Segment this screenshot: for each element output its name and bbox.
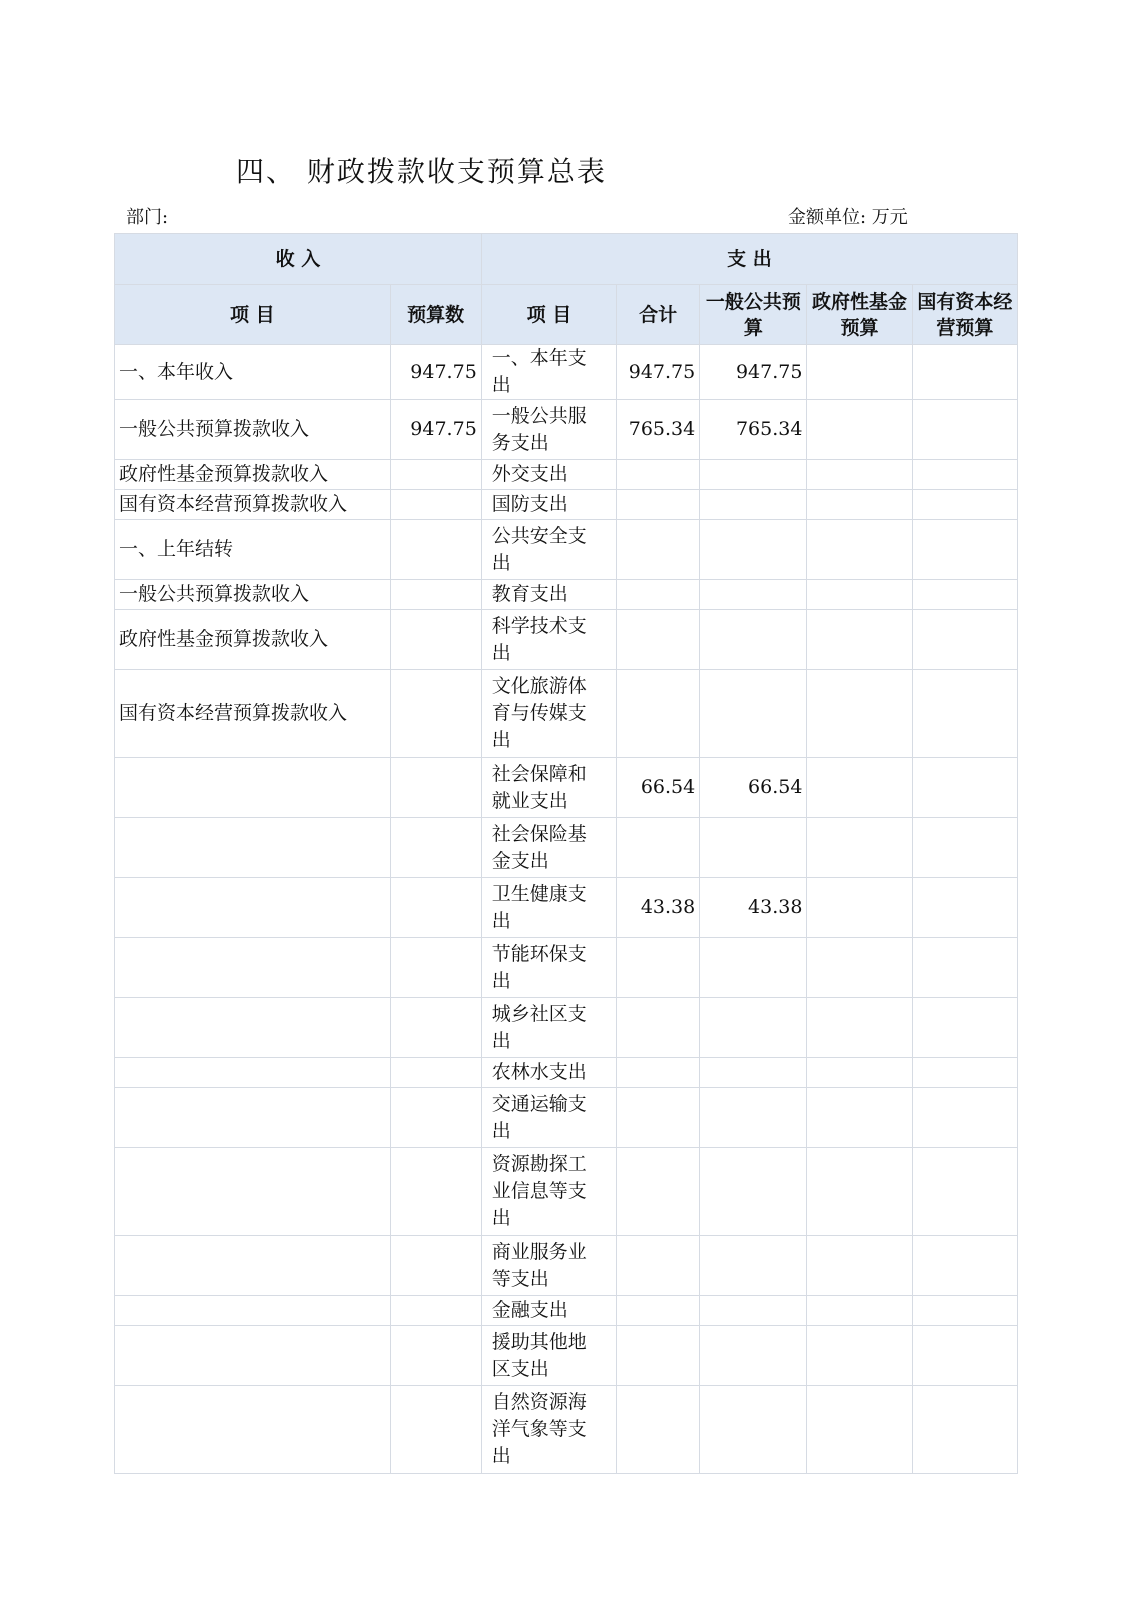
general-public-cell: 765.34 — [700, 400, 807, 460]
expense-item-cell: 科学技术支出 — [481, 610, 616, 670]
gov-fund-cell — [807, 1236, 912, 1296]
income-item-cell — [115, 818, 391, 878]
income-item-cell: 政府性基金预算拨款收入 — [115, 460, 391, 490]
income-amount-cell — [390, 1058, 481, 1088]
table-row — [115, 520, 1018, 580]
expense-item-cell: 国防支出 — [481, 490, 616, 520]
gov-fund-budget-header: 政府性基金预算 — [807, 285, 912, 345]
income-item-cell — [115, 938, 391, 998]
general-public-cell — [700, 1088, 807, 1148]
table-row — [115, 938, 1018, 998]
gov-fund-cell — [807, 1296, 912, 1326]
state-capital-cell — [912, 610, 1017, 670]
total-cell — [617, 1386, 700, 1474]
expense-item-cell: 自然资源海洋气象等支出 — [481, 1386, 616, 1474]
income-amount-cell — [390, 580, 481, 610]
table-row — [115, 1326, 1018, 1386]
department-label: 部门: — [126, 207, 169, 228]
table-row — [115, 1088, 1018, 1148]
income-item-cell — [115, 1296, 391, 1326]
gov-fund-cell — [807, 345, 912, 400]
expense-item-cell: 援助其他地区支出 — [481, 1326, 616, 1386]
income-item-cell: 一般公共预算拨款收入 — [115, 580, 391, 610]
total-cell — [617, 998, 700, 1058]
income-amount-cell — [390, 1236, 481, 1296]
table-row — [115, 1148, 1018, 1236]
income-amount-cell — [390, 520, 481, 580]
expense-item-cell: 农林水支出 — [481, 1058, 616, 1088]
general-public-cell — [700, 460, 807, 490]
total-cell — [617, 1236, 700, 1296]
gov-fund-cell — [807, 520, 912, 580]
general-public-budget-header: 一般公共预算 — [700, 285, 807, 345]
expense-item-cell: 城乡社区支出 — [481, 998, 616, 1058]
total-cell — [617, 1296, 700, 1326]
expense-item-cell: 卫生健康支出 — [481, 878, 616, 938]
general-public-cell — [700, 938, 807, 998]
table-row — [115, 878, 1018, 938]
state-capital-cell — [912, 520, 1017, 580]
income-item-cell: 国有资本经营预算拨款收入 — [115, 670, 391, 758]
income-item-cell — [115, 998, 391, 1058]
income-amount-cell — [390, 758, 481, 818]
income-item-header: 项 目 — [115, 285, 391, 345]
general-public-cell — [700, 580, 807, 610]
state-capital-cell — [912, 490, 1017, 520]
table-row — [115, 1236, 1018, 1296]
income-amount-cell — [390, 1296, 481, 1326]
total-cell — [617, 938, 700, 998]
state-capital-cell — [912, 400, 1017, 460]
expense-item-cell: 节能环保支出 — [481, 938, 616, 998]
gov-fund-cell — [807, 878, 912, 938]
expense-item-cell: 公共安全支出 — [481, 520, 616, 580]
table-row — [115, 758, 1018, 818]
income-amount-cell: 947.75 — [390, 345, 481, 400]
income-amount-cell — [390, 938, 481, 998]
table-row — [115, 490, 1018, 520]
table-row — [115, 610, 1018, 670]
state-capital-budget-header: 国有资本经营预算 — [912, 285, 1017, 345]
gov-fund-cell — [807, 610, 912, 670]
gov-fund-cell — [807, 1386, 912, 1474]
income-item-cell — [115, 878, 391, 938]
gov-fund-cell — [807, 998, 912, 1058]
income-amount-cell — [390, 998, 481, 1058]
total-cell — [617, 1058, 700, 1088]
expense-item-header: 项 目 — [481, 285, 616, 345]
general-public-cell — [700, 1236, 807, 1296]
income-group-header: 收 入 — [115, 234, 482, 285]
income-amount-cell — [390, 610, 481, 670]
total-cell — [617, 460, 700, 490]
state-capital-cell — [912, 670, 1017, 758]
general-public-cell — [700, 1326, 807, 1386]
table-row — [115, 1386, 1018, 1474]
expense-item-cell: 金融支出 — [481, 1296, 616, 1326]
expense-item-cell: 商业服务业等支出 — [481, 1236, 616, 1296]
general-public-cell — [700, 520, 807, 580]
table-row — [115, 460, 1018, 490]
unit-label: 金额单位: 万元 — [788, 207, 908, 228]
table-row — [115, 998, 1018, 1058]
total-cell — [617, 490, 700, 520]
total-cell: 43.38 — [617, 878, 700, 938]
income-item-cell: 一、上年结转 — [115, 520, 391, 580]
general-public-cell — [700, 610, 807, 670]
gov-fund-cell — [807, 1148, 912, 1236]
state-capital-cell — [912, 998, 1017, 1058]
gov-fund-cell — [807, 818, 912, 878]
state-capital-cell — [912, 1088, 1017, 1148]
expense-item-cell: 社会保险基金支出 — [481, 818, 616, 878]
income-budget-header: 预算数 — [390, 285, 481, 345]
total-cell — [617, 610, 700, 670]
general-public-cell — [700, 490, 807, 520]
table-row — [115, 400, 1018, 460]
state-capital-cell — [912, 1058, 1017, 1088]
expense-item-cell: 一、本年支出 — [481, 345, 616, 400]
table-row — [115, 670, 1018, 758]
income-amount-cell — [390, 1326, 481, 1386]
income-amount-cell — [390, 878, 481, 938]
general-public-cell: 43.38 — [700, 878, 807, 938]
total-cell — [617, 670, 700, 758]
income-amount-cell — [390, 460, 481, 490]
total-cell — [617, 818, 700, 878]
income-item-cell — [115, 1386, 391, 1474]
gov-fund-cell — [807, 490, 912, 520]
budget-table-body — [115, 345, 1018, 1474]
income-item-cell — [115, 1058, 391, 1088]
total-cell — [617, 1088, 700, 1148]
total-header: 合计 — [617, 285, 700, 345]
total-cell — [617, 520, 700, 580]
state-capital-cell — [912, 1148, 1017, 1236]
expense-item-cell: 文化旅游体育与传媒支出 — [481, 670, 616, 758]
table-row — [115, 345, 1018, 400]
general-public-cell — [700, 670, 807, 758]
budget-table — [114, 233, 1018, 1474]
general-public-cell — [700, 1148, 807, 1236]
page-title: 四、 财政拨款收支预算总表 — [236, 155, 607, 188]
state-capital-cell — [912, 580, 1017, 610]
state-capital-cell — [912, 1326, 1017, 1386]
gov-fund-cell — [807, 1326, 912, 1386]
income-item-cell: 国有资本经营预算拨款收入 — [115, 490, 391, 520]
income-amount-cell — [390, 670, 481, 758]
general-public-cell — [700, 818, 807, 878]
table-row — [115, 1058, 1018, 1088]
expense-item-cell: 资源勘探工业信息等支出 — [481, 1148, 616, 1236]
gov-fund-cell — [807, 400, 912, 460]
table-row — [115, 818, 1018, 878]
state-capital-cell — [912, 1236, 1017, 1296]
total-cell: 947.75 — [617, 345, 700, 400]
expense-item-cell: 教育支出 — [481, 580, 616, 610]
income-item-cell — [115, 1236, 391, 1296]
state-capital-cell — [912, 460, 1017, 490]
state-capital-cell — [912, 758, 1017, 818]
income-amount-cell: 947.75 — [390, 400, 481, 460]
total-cell — [617, 580, 700, 610]
total-cell: 66.54 — [617, 758, 700, 818]
income-amount-cell — [390, 818, 481, 878]
total-cell — [617, 1148, 700, 1236]
table-row — [115, 580, 1018, 610]
gov-fund-cell — [807, 1058, 912, 1088]
expense-item-cell: 社会保障和就业支出 — [481, 758, 616, 818]
income-amount-cell — [390, 1088, 481, 1148]
income-amount-cell — [390, 490, 481, 520]
general-public-cell — [700, 1386, 807, 1474]
state-capital-cell — [912, 878, 1017, 938]
income-item-cell — [115, 1326, 391, 1386]
income-amount-cell — [390, 1386, 481, 1474]
total-cell — [617, 1326, 700, 1386]
general-public-cell — [700, 998, 807, 1058]
gov-fund-cell — [807, 460, 912, 490]
income-amount-cell — [390, 1148, 481, 1236]
state-capital-cell — [912, 1386, 1017, 1474]
gov-fund-cell — [807, 938, 912, 998]
state-capital-cell — [912, 1296, 1017, 1326]
gov-fund-cell — [807, 580, 912, 610]
table-row — [115, 1296, 1018, 1326]
expense-item-cell: 外交支出 — [481, 460, 616, 490]
expense-item-cell: 交通运输支出 — [481, 1088, 616, 1148]
total-cell: 765.34 — [617, 400, 700, 460]
income-item-cell — [115, 758, 391, 818]
income-item-cell — [115, 1148, 391, 1236]
state-capital-cell — [912, 938, 1017, 998]
general-public-cell: 947.75 — [700, 345, 807, 400]
income-item-cell: 一、本年收入 — [115, 345, 391, 400]
general-public-cell — [700, 1296, 807, 1326]
expense-item-cell: 一般公共服务支出 — [481, 400, 616, 460]
gov-fund-cell — [807, 1088, 912, 1148]
expense-group-header: 支 出 — [481, 234, 1017, 285]
gov-fund-cell — [807, 670, 912, 758]
state-capital-cell — [912, 345, 1017, 400]
income-item-cell: 政府性基金预算拨款收入 — [115, 610, 391, 670]
gov-fund-cell — [807, 758, 912, 818]
income-item-cell: 一般公共预算拨款收入 — [115, 400, 391, 460]
general-public-cell — [700, 1058, 807, 1088]
general-public-cell: 66.54 — [700, 758, 807, 818]
state-capital-cell — [912, 818, 1017, 878]
income-item-cell — [115, 1088, 391, 1148]
